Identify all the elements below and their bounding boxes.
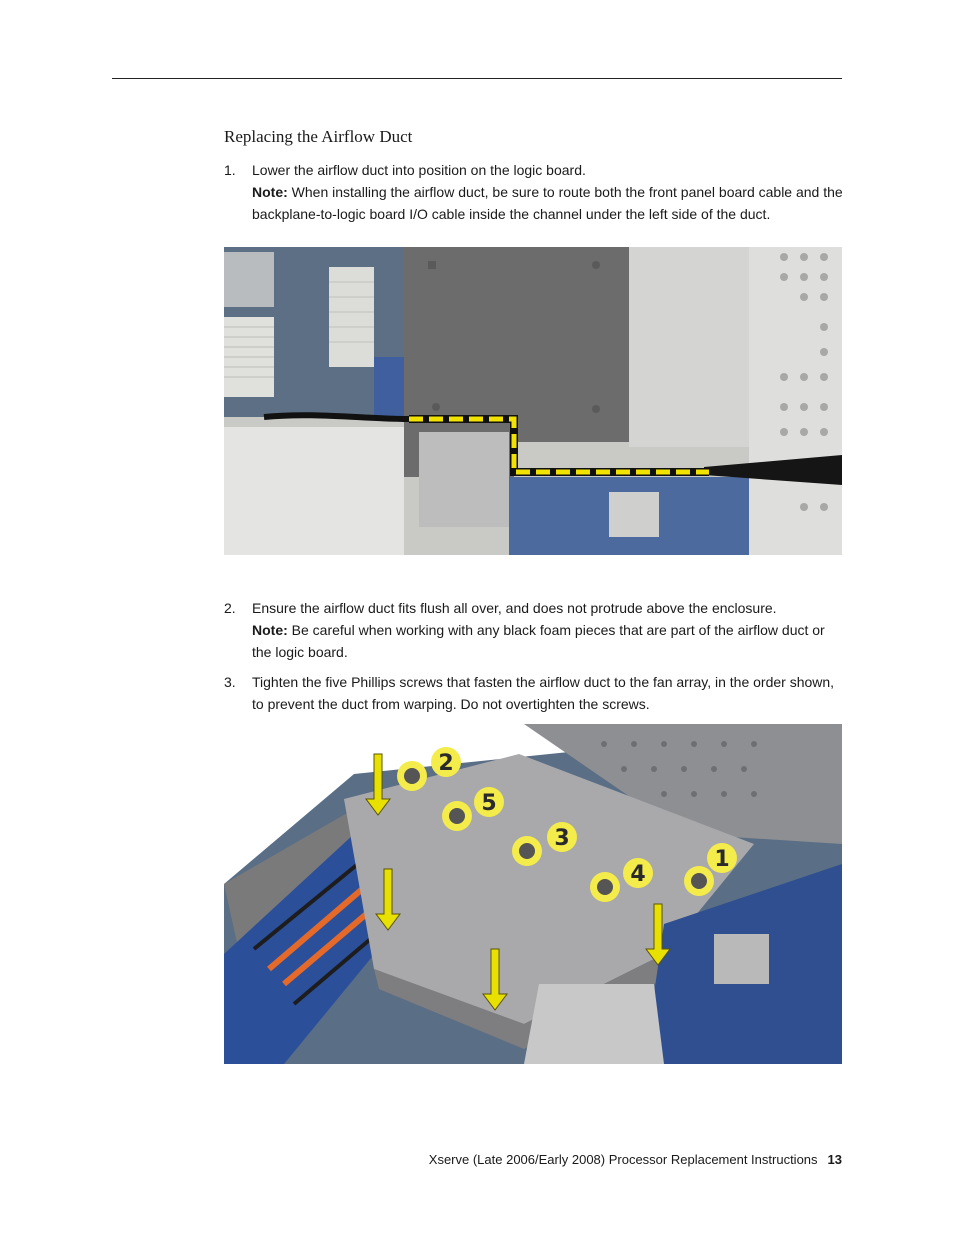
footer-doc-title: Xserve (Late 2006/Early 2008) Processor Replacement Instructions bbox=[428, 1152, 818, 1167]
page-footer bbox=[224, 1152, 842, 1167]
step-number: 1. bbox=[224, 162, 236, 178]
step-number: 3. bbox=[224, 674, 236, 690]
screw-label-4: 4 bbox=[630, 862, 646, 887]
screw-label-2: 2 bbox=[438, 751, 454, 776]
section-title: Replacing the Airflow Duct bbox=[224, 127, 413, 146]
step-note bbox=[252, 619, 844, 663]
step-text: Tighten the five Phillips screws that fasten the airflow duct to the fan array, in the order shown, to prevent the duct from warping. Do not overtighten the screws. bbox=[252, 674, 835, 712]
note-text: Be careful when working with any black foam pieces that are part of the airflow duct or the logic board. bbox=[252, 622, 825, 660]
screw-order-photo bbox=[224, 724, 842, 1064]
step-number: 2. bbox=[224, 600, 236, 616]
screw-label-3: 3 bbox=[554, 826, 570, 851]
airflow-duct-cable-photo bbox=[224, 247, 842, 555]
note-label: Note: bbox=[252, 622, 288, 638]
step-text: Lower the airflow duct into position on the logic board. bbox=[252, 162, 586, 178]
header-rule bbox=[112, 78, 842, 79]
page-number: 13 bbox=[827, 1152, 842, 1167]
screw-label-5: 5 bbox=[481, 791, 497, 816]
step-note bbox=[252, 181, 844, 225]
note-text: When installing the airflow duct, be sure to route both the front panel board cable and the backplane-to-logic board I/O cable inside the channel under the left side of the duct. bbox=[252, 184, 843, 222]
step-2 bbox=[224, 597, 844, 663]
step-1 bbox=[224, 159, 844, 225]
note-label: Note: bbox=[252, 184, 288, 200]
step-3 bbox=[224, 671, 844, 715]
screw-label-1: 1 bbox=[714, 847, 730, 872]
step-text: Ensure the airflow duct fits flush all over, and does not protrude above the enclosure. bbox=[252, 600, 777, 616]
